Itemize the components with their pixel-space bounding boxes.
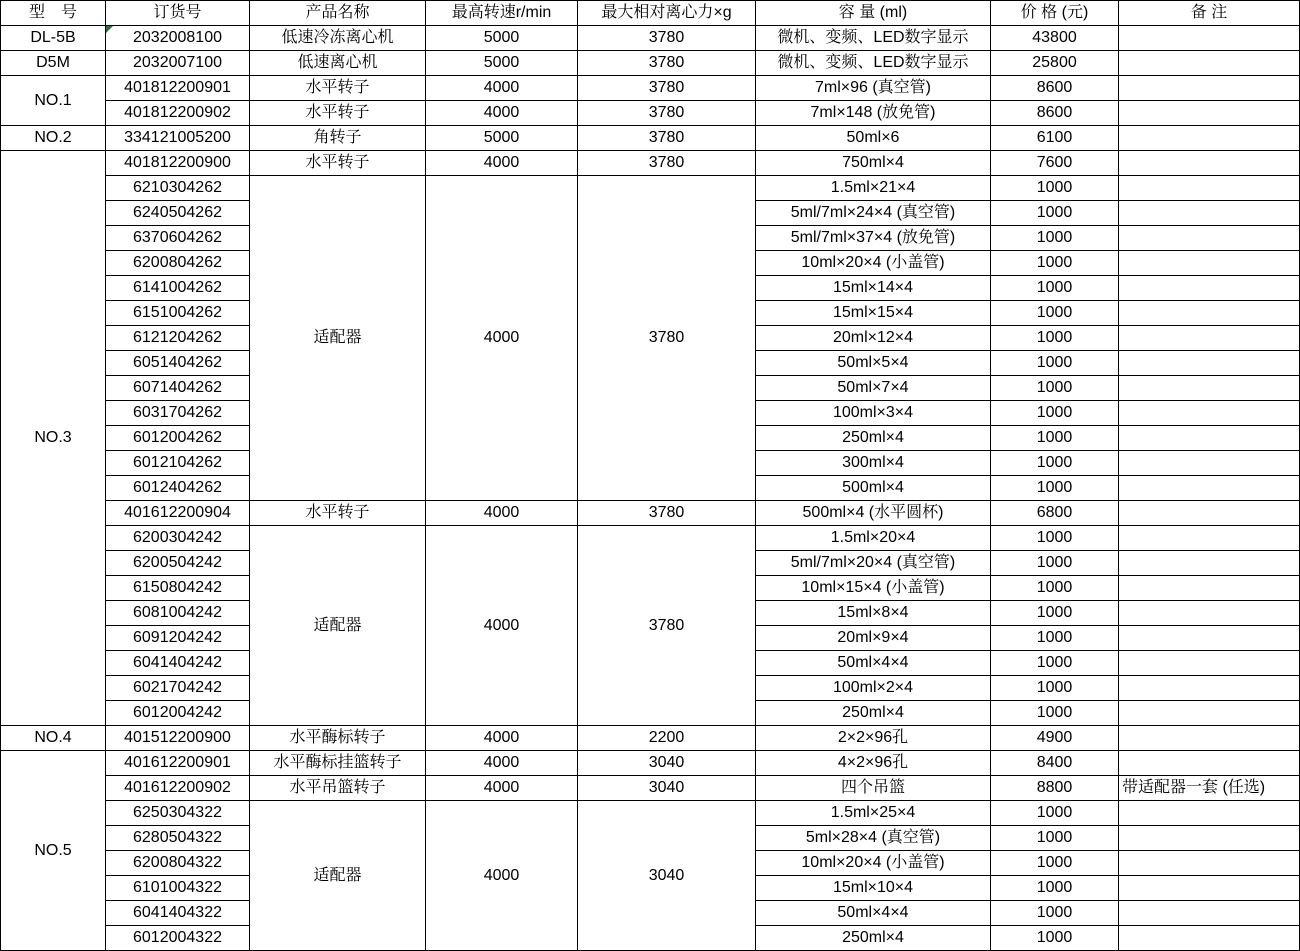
- cell-capacity[interactable]: 2×2×96孔: [756, 726, 991, 751]
- cell-order-no[interactable]: 6200804322: [106, 851, 250, 876]
- cell-product-name[interactable]: 低速冷冻离心机: [250, 26, 426, 51]
- cell-order-no[interactable]: 401812200902: [106, 101, 250, 126]
- cell-product-name[interactable]: 角转子: [250, 126, 426, 151]
- table-row: [1, 101, 1300, 126]
- cell-order-no[interactable]: 6071404262: [106, 376, 250, 401]
- column-header-product-name[interactable]: 产品名称: [250, 1, 426, 26]
- cell-capacity[interactable]: 微机、变频、LED数字显示: [756, 51, 991, 76]
- cell-remark[interactable]: [1119, 751, 1300, 776]
- cell-order-no[interactable]: 401512200900: [106, 726, 250, 751]
- cell-product-name[interactable]: 水平酶标转子: [250, 726, 426, 751]
- cell-remark[interactable]: [1119, 801, 1300, 826]
- table-row: [1, 501, 1300, 526]
- cell-remark[interactable]: [1119, 426, 1300, 451]
- cell-model[interactable]: NO.2: [1, 126, 106, 151]
- cell-price[interactable]: 1000: [991, 426, 1119, 451]
- cell-product-name[interactable]: 适配器: [250, 176, 426, 501]
- cell-remark[interactable]: [1119, 376, 1300, 401]
- cell-remark[interactable]: [1119, 351, 1300, 376]
- cell-capacity[interactable]: 750ml×4: [756, 151, 991, 176]
- cell-capacity[interactable]: 5ml×28×4 (真空管): [756, 826, 991, 851]
- cell-max-speed[interactable]: 5000: [426, 51, 578, 76]
- cell-order-no[interactable]: 2032008100: [106, 26, 250, 51]
- cell-remark[interactable]: [1119, 626, 1300, 651]
- cell-capacity[interactable]: 10ml×20×4 (小盖管): [756, 851, 991, 876]
- cell-model[interactable]: NO.3: [1, 151, 106, 726]
- cell-price[interactable]: 1000: [991, 251, 1119, 276]
- cell-price[interactable]: 1000: [991, 276, 1119, 301]
- cell-remark[interactable]: [1119, 176, 1300, 201]
- cell-remark[interactable]: [1119, 651, 1300, 676]
- cell-order-no[interactable]: 6210304262: [106, 176, 250, 201]
- cell-product-name[interactable]: 水平转子: [250, 101, 426, 126]
- cell-capacity[interactable]: 500ml×4 (水平圆杯): [756, 501, 991, 526]
- cell-remark[interactable]: [1119, 876, 1300, 901]
- cell-capacity[interactable]: 微机、变频、LED数字显示: [756, 26, 991, 51]
- cell-product-name[interactable]: 水平转子: [250, 76, 426, 101]
- cell-order-no[interactable]: 6012004242: [106, 701, 250, 726]
- cell-max-rcf[interactable]: 3780: [578, 176, 756, 501]
- cell-order-no[interactable]: 401612200904: [106, 501, 250, 526]
- cell-price[interactable]: 1000: [991, 826, 1119, 851]
- cell-max-speed[interactable]: 4000: [426, 526, 578, 726]
- cell-price[interactable]: 1000: [991, 901, 1119, 926]
- cell-max-speed[interactable]: 4000: [426, 101, 578, 126]
- cell-max-speed[interactable]: 4000: [426, 801, 578, 951]
- cell-remark[interactable]: [1119, 726, 1300, 751]
- cell-order-no[interactable]: 6081004242: [106, 601, 250, 626]
- cell-remark[interactable]: [1119, 851, 1300, 876]
- cell-price[interactable]: 1000: [991, 876, 1119, 901]
- cell-product-name[interactable]: 适配器: [250, 801, 426, 951]
- table-row: [1, 126, 1300, 151]
- cell-order-no[interactable]: 6151004262: [106, 301, 250, 326]
- cell-order-no[interactable]: 6240504262: [106, 201, 250, 226]
- cell-price[interactable]: 1000: [991, 451, 1119, 476]
- cell-capacity[interactable]: 5ml/7ml×24×4 (真空管): [756, 201, 991, 226]
- cell-order-no[interactable]: 401812200901: [106, 76, 250, 101]
- cell-remark[interactable]: 带适配器一套 (任选): [1119, 776, 1300, 801]
- cell-capacity[interactable]: 4×2×96孔: [756, 751, 991, 776]
- cell-order-no[interactable]: 6041404242: [106, 651, 250, 676]
- cell-order-no[interactable]: 6370604262: [106, 226, 250, 251]
- cell-order-no[interactable]: 6121204262: [106, 326, 250, 351]
- cell-capacity[interactable]: 250ml×4: [756, 426, 991, 451]
- cell-price[interactable]: 8800: [991, 776, 1119, 801]
- cell-price[interactable]: 1000: [991, 926, 1119, 951]
- cell-max-rcf[interactable]: 3780: [578, 151, 756, 176]
- cell-max-rcf[interactable]: 2200: [578, 726, 756, 751]
- cell-max-speed[interactable]: 4000: [426, 776, 578, 801]
- cell-price[interactable]: 1000: [991, 476, 1119, 501]
- cell-max-rcf[interactable]: 3780: [578, 501, 756, 526]
- cell-price[interactable]: 1000: [991, 676, 1119, 701]
- table-row: [1, 726, 1300, 751]
- cell-remark[interactable]: [1119, 451, 1300, 476]
- cell-product-name[interactable]: 适配器: [250, 526, 426, 726]
- cell-order-no[interactable]: 6012004322: [106, 926, 250, 951]
- cell-capacity[interactable]: 15ml×14×4: [756, 276, 991, 301]
- column-header-remark[interactable]: 备 注: [1119, 1, 1300, 26]
- cell-order-no[interactable]: 6250304322: [106, 801, 250, 826]
- cell-max-speed[interactable]: 5000: [426, 26, 578, 51]
- cell-capacity[interactable]: 15ml×8×4: [756, 601, 991, 626]
- cell-price[interactable]: 1000: [991, 376, 1119, 401]
- cell-max-rcf[interactable]: 3040: [578, 751, 756, 776]
- cell-remark[interactable]: [1119, 526, 1300, 551]
- cell-remark[interactable]: [1119, 201, 1300, 226]
- cell-remark[interactable]: [1119, 76, 1300, 101]
- cell-product-name[interactable]: 低速离心机: [250, 51, 426, 76]
- cell-remark[interactable]: [1119, 251, 1300, 276]
- cell-order-no[interactable]: 6150804242: [106, 576, 250, 601]
- cell-capacity[interactable]: 100ml×2×4: [756, 676, 991, 701]
- cell-order-no[interactable]: 6031704262: [106, 401, 250, 426]
- table-row: [1, 76, 1300, 101]
- cell-price[interactable]: 1000: [991, 551, 1119, 576]
- cell-order-no[interactable]: 6141004262: [106, 276, 250, 301]
- cell-order-no[interactable]: 6012104262: [106, 451, 250, 476]
- cell-remark[interactable]: [1119, 26, 1300, 51]
- cell-product-name[interactable]: 水平酶标挂篮转子: [250, 751, 426, 776]
- cell-order-no[interactable]: 6041404322: [106, 901, 250, 926]
- cell-capacity[interactable]: 50ml×4×4: [756, 651, 991, 676]
- cell-remark[interactable]: [1119, 326, 1300, 351]
- cell-price[interactable]: 1000: [991, 651, 1119, 676]
- cell-capacity[interactable]: 15ml×10×4: [756, 876, 991, 901]
- cell-remark[interactable]: [1119, 51, 1300, 76]
- column-header-max-rcf[interactable]: 最大相对离心力×g: [578, 1, 756, 26]
- cell-order-no[interactable]: 2032007100: [106, 51, 250, 76]
- cell-capacity[interactable]: 5ml/7ml×20×4 (真空管): [756, 551, 991, 576]
- cell-max-rcf[interactable]: 3780: [578, 526, 756, 726]
- cell-capacity[interactable]: 50ml×5×4: [756, 351, 991, 376]
- cell-remark[interactable]: [1119, 226, 1300, 251]
- table-body: [1, 26, 1300, 951]
- cell-order-no[interactable]: 401612200902: [106, 776, 250, 801]
- cell-price[interactable]: 4900: [991, 726, 1119, 751]
- table-row: [1, 151, 1300, 176]
- cell-price[interactable]: 1000: [991, 301, 1119, 326]
- cell-price[interactable]: 25800: [991, 51, 1119, 76]
- cell-order-no[interactable]: 6012404262: [106, 476, 250, 501]
- cell-capacity[interactable]: 四个吊篮: [756, 776, 991, 801]
- cell-max-speed[interactable]: 5000: [426, 126, 578, 151]
- cell-product-name[interactable]: 水平转子: [250, 501, 426, 526]
- cell-remark[interactable]: [1119, 101, 1300, 126]
- cell-price[interactable]: 1000: [991, 526, 1119, 551]
- column-header-capacity[interactable]: 容 量 (ml): [756, 1, 991, 26]
- cell-max-rcf[interactable]: 3780: [578, 126, 756, 151]
- cell-price[interactable]: 1000: [991, 226, 1119, 251]
- table-row: [1, 751, 1300, 776]
- cell-price[interactable]: 1000: [991, 626, 1119, 651]
- cell-capacity[interactable]: 10ml×15×4 (小盖管): [756, 576, 991, 601]
- cell-capacity[interactable]: 5ml/7ml×37×4 (放免管): [756, 226, 991, 251]
- cell-capacity[interactable]: 250ml×4: [756, 701, 991, 726]
- cell-model[interactable]: D5M: [1, 51, 106, 76]
- cell-price[interactable]: 1000: [991, 176, 1119, 201]
- cell-max-speed[interactable]: 4000: [426, 751, 578, 776]
- cell-remark[interactable]: [1119, 601, 1300, 626]
- cell-max-rcf[interactable]: 3040: [578, 776, 756, 801]
- cell-price[interactable]: 1000: [991, 326, 1119, 351]
- cell-price[interactable]: 1000: [991, 576, 1119, 601]
- cell-order-no[interactable]: 6200804262: [106, 251, 250, 276]
- cell-max-rcf[interactable]: 3040: [578, 801, 756, 951]
- cell-price[interactable]: 1000: [991, 201, 1119, 226]
- cell-price[interactable]: 1000: [991, 601, 1119, 626]
- cell-price[interactable]: 1000: [991, 401, 1119, 426]
- cell-model[interactable]: NO.4: [1, 726, 106, 751]
- cell-capacity[interactable]: 7ml×148 (放免管): [756, 101, 991, 126]
- cell-max-speed[interactable]: 4000: [426, 501, 578, 526]
- table-row: [1, 776, 1300, 801]
- cell-order-no[interactable]: 6101004322: [106, 876, 250, 901]
- cell-remark[interactable]: [1119, 926, 1300, 951]
- cell-price[interactable]: 6100: [991, 126, 1119, 151]
- cell-max-rcf[interactable]: 3780: [578, 101, 756, 126]
- cell-max-speed[interactable]: 4000: [426, 726, 578, 751]
- cell-max-speed[interactable]: 4000: [426, 151, 578, 176]
- cell-capacity[interactable]: 50ml×6: [756, 126, 991, 151]
- cell-capacity[interactable]: 7ml×96 (真空管): [756, 76, 991, 101]
- cell-error-indicator-icon: [106, 26, 113, 33]
- cell-remark[interactable]: [1119, 476, 1300, 501]
- cell-remark[interactable]: [1119, 501, 1300, 526]
- cell-capacity[interactable]: 1.5ml×25×4: [756, 801, 991, 826]
- cell-model[interactable]: NO.5: [1, 751, 106, 951]
- cell-capacity[interactable]: 10ml×20×4 (小盖管): [756, 251, 991, 276]
- cell-price[interactable]: 1000: [991, 351, 1119, 376]
- cell-remark[interactable]: [1119, 901, 1300, 926]
- cell-order-no[interactable]: 6091204242: [106, 626, 250, 651]
- cell-price[interactable]: 6800: [991, 501, 1119, 526]
- cell-price[interactable]: 7600: [991, 151, 1119, 176]
- header-row: [1, 1, 1300, 26]
- cell-max-rcf[interactable]: 3780: [578, 26, 756, 51]
- cell-remark[interactable]: [1119, 401, 1300, 426]
- cell-order-no[interactable]: 6200504242: [106, 551, 250, 576]
- cell-capacity[interactable]: 20ml×9×4: [756, 626, 991, 651]
- cell-order-no[interactable]: 6021704242: [106, 676, 250, 701]
- cell-remark[interactable]: [1119, 576, 1300, 601]
- cell-order-no[interactable]: 401812200900: [106, 151, 250, 176]
- table-row: [1, 526, 1300, 551]
- cell-max-speed[interactable]: 4000: [426, 76, 578, 101]
- column-header-order-no[interactable]: 订货号: [106, 1, 250, 26]
- cell-order-no[interactable]: 401612200901: [106, 751, 250, 776]
- cell-remark[interactable]: [1119, 826, 1300, 851]
- cell-capacity[interactable]: 300ml×4: [756, 451, 991, 476]
- cell-order-no[interactable]: 6012004262: [106, 426, 250, 451]
- cell-remark[interactable]: [1119, 701, 1300, 726]
- cell-remark[interactable]: [1119, 151, 1300, 176]
- cell-order-no[interactable]: 6051404262: [106, 351, 250, 376]
- cell-max-speed[interactable]: 4000: [426, 176, 578, 501]
- cell-remark[interactable]: [1119, 301, 1300, 326]
- cell-order-no[interactable]: 6200304242: [106, 526, 250, 551]
- cell-order-no[interactable]: 6280504322: [106, 826, 250, 851]
- cell-model[interactable]: NO.1: [1, 76, 106, 126]
- cell-remark[interactable]: [1119, 126, 1300, 151]
- table-row: [1, 26, 1300, 51]
- cell-remark[interactable]: [1119, 676, 1300, 701]
- cell-max-rcf[interactable]: 3780: [578, 76, 756, 101]
- cell-capacity[interactable]: 50ml×4×4: [756, 901, 991, 926]
- cell-capacity[interactable]: 1.5ml×21×4: [756, 176, 991, 201]
- column-header-max-speed[interactable]: 最高转速r/min: [426, 1, 578, 26]
- cell-price[interactable]: 8400: [991, 751, 1119, 776]
- table-row: [1, 176, 1300, 201]
- cell-price[interactable]: 1000: [991, 801, 1119, 826]
- table-row: [1, 801, 1300, 826]
- cell-price[interactable]: 1000: [991, 851, 1119, 876]
- column-header-model[interactable]: 型 号: [1, 1, 106, 26]
- cell-price[interactable]: 8600: [991, 101, 1119, 126]
- cell-price[interactable]: 1000: [991, 701, 1119, 726]
- cell-capacity[interactable]: 15ml×15×4: [756, 301, 991, 326]
- cell-remark[interactable]: [1119, 276, 1300, 301]
- cell-max-rcf[interactable]: 3780: [578, 51, 756, 76]
- cell-remark[interactable]: [1119, 551, 1300, 576]
- cell-price[interactable]: 8600: [991, 76, 1119, 101]
- cell-model[interactable]: DL-5B: [1, 26, 106, 51]
- cell-capacity[interactable]: 250ml×4: [756, 926, 991, 951]
- table-row: [1, 51, 1300, 76]
- cell-product-name[interactable]: 水平转子: [250, 151, 426, 176]
- cell-capacity[interactable]: 100ml×3×4: [756, 401, 991, 426]
- cell-capacity[interactable]: 20ml×12×4: [756, 326, 991, 351]
- column-header-price[interactable]: 价 格 (元): [991, 1, 1119, 26]
- cell-price[interactable]: 43800: [991, 26, 1119, 51]
- cell-capacity[interactable]: 1.5ml×20×4: [756, 526, 991, 551]
- cell-capacity[interactable]: 500ml×4: [756, 476, 991, 501]
- cell-order-no[interactable]: 334121005200: [106, 126, 250, 151]
- cell-capacity[interactable]: 50ml×7×4: [756, 376, 991, 401]
- cell-product-name[interactable]: 水平吊篮转子: [250, 776, 426, 801]
